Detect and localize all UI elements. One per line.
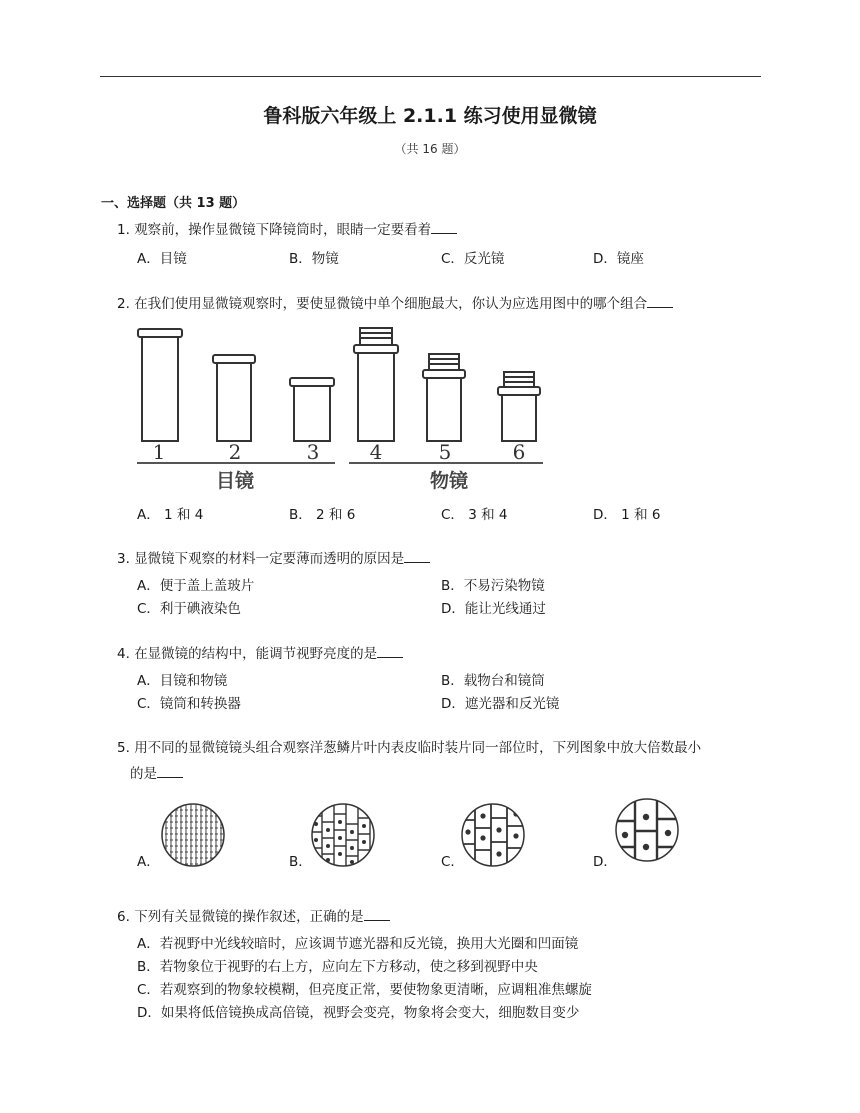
lens-figure (135, 323, 550, 493)
option-c: C． (441, 854, 464, 870)
option-c: C．镜筒和转换器 (137, 696, 241, 712)
lens-number-3: 3 (306, 440, 320, 464)
section-heading: 一、选择题（共 13 题） (101, 196, 246, 211)
question-stem: 在显微镜的结构中，能调节视野亮度的是 (134, 646, 378, 662)
option-d: D．能让光线通过 (441, 601, 546, 617)
objective-4 (358, 353, 394, 441)
question-stem: 显微镜下观察的材料一定要薄而透明的原因是 (134, 551, 405, 567)
question-stem: 下列有关显微镜的操作叙述，正确的是 (134, 909, 364, 925)
page-title: 鲁科版六年级上 2.1.1 练习使用显微镜 (263, 105, 597, 127)
answer-blank (647, 293, 673, 308)
question-3 (117, 548, 430, 570)
eyepiece-2-cap (213, 355, 255, 363)
eyepiece-label: 目镜 (215, 470, 255, 492)
answer-blank (431, 219, 457, 234)
question-number: 6. (117, 909, 130, 925)
objective-4-collar (354, 345, 398, 353)
option-c: C．反光镜 (441, 251, 505, 267)
question-number: 4. (117, 646, 130, 662)
option-a: A．目镜 (137, 251, 187, 267)
question-6 (117, 906, 390, 928)
question-5-line2 (130, 763, 183, 785)
eyepiece-3-cap (290, 378, 334, 386)
option-a: A． (137, 854, 160, 870)
option-b: B．物镜 (289, 251, 339, 267)
question-stem-continued: 的是 (130, 766, 157, 782)
objective-6-collar (498, 387, 540, 395)
objective-4-thread (360, 328, 392, 345)
question-5 (117, 737, 701, 759)
eyepiece-1-cap (138, 329, 182, 337)
eyepiece-1 (142, 337, 178, 441)
micrograph-a (160, 802, 226, 868)
option-a: A．便于盖上盖玻片 (137, 578, 255, 594)
top-divider (100, 76, 761, 77)
question-number: 2. (117, 296, 130, 312)
question-stem: 用不同的显微镜镜头组合观察洋葱鳞片叶内表皮临时装片同一部位时，下列图象中放大倍数最小 (134, 740, 702, 756)
option-b: B． 2 和 6 (289, 507, 356, 523)
question-1 (117, 219, 457, 241)
option-b: B． (289, 854, 312, 870)
question-stem: 在我们使用显微镜观察时，要使显微镜中单个细胞最大，你认为应选用图中的哪个组合 (134, 296, 648, 312)
option-d: D．镜座 (593, 251, 644, 267)
answer-blank (404, 548, 430, 563)
option-d: D． 1 和 6 (593, 507, 661, 523)
option-c: C．利于碘液染色 (137, 601, 241, 617)
answer-blank (377, 643, 403, 658)
option-a: A．若视野中光线较暗时，应该调节遮光器和反光镜，换用大光圈和凹面镜 (137, 936, 579, 952)
option-d: D．如果将低倍镜换成高倍镜，视野会变亮，物象将会变大，细胞数目变少 (137, 1005, 580, 1021)
lens-diagram (135, 323, 550, 493)
option-b: B．载物台和镜筒 (441, 673, 545, 689)
lens-number-2: 2 (228, 440, 242, 464)
objective-6 (502, 395, 536, 441)
objective-6-thread (504, 372, 534, 387)
option-a: A． 1 和 4 (137, 507, 204, 523)
micrograph-c (460, 802, 526, 868)
option-c: C． 3 和 4 (441, 507, 508, 523)
option-b: B．不易污染物镜 (441, 578, 545, 594)
answer-blank (157, 763, 183, 778)
question-2 (117, 293, 673, 315)
lens-number-5: 5 (438, 440, 452, 464)
objective-5-thread (429, 354, 459, 370)
micrograph-b (310, 802, 376, 868)
option-d: D．遮光器和反光镜 (441, 696, 560, 712)
objective-5 (427, 378, 461, 441)
answer-blank (364, 906, 390, 921)
question-number: 1. (117, 222, 130, 238)
option-b: B．若物象位于视野的右上方，应向左下方移动，使之移到视野中央 (137, 959, 538, 975)
option-c: C．若观察到的物象较模糊，但亮度正常，要使物象更清晰，应调粗准焦螺旋 (137, 982, 592, 998)
objective-label: 物镜 (429, 470, 469, 492)
eyepiece-3 (294, 386, 330, 441)
objective-5-collar (423, 370, 465, 378)
question-number: 3. (117, 551, 130, 567)
lens-number-4: 4 (369, 440, 383, 464)
option-d: D． (593, 854, 617, 870)
question-stem: 观察前，操作显微镜下降镜筒时，眼睛一定要看着 (134, 222, 432, 238)
eyepiece-2 (217, 363, 251, 441)
lens-number-1: 1 (152, 440, 166, 464)
question-number: 5. (117, 740, 130, 756)
question-4 (117, 643, 403, 665)
lens-number-6: 6 (512, 440, 526, 464)
option-a: A．目镜和物镜 (137, 673, 228, 689)
question-count: （共 16 题） (394, 142, 466, 156)
micrograph-d (614, 797, 680, 863)
